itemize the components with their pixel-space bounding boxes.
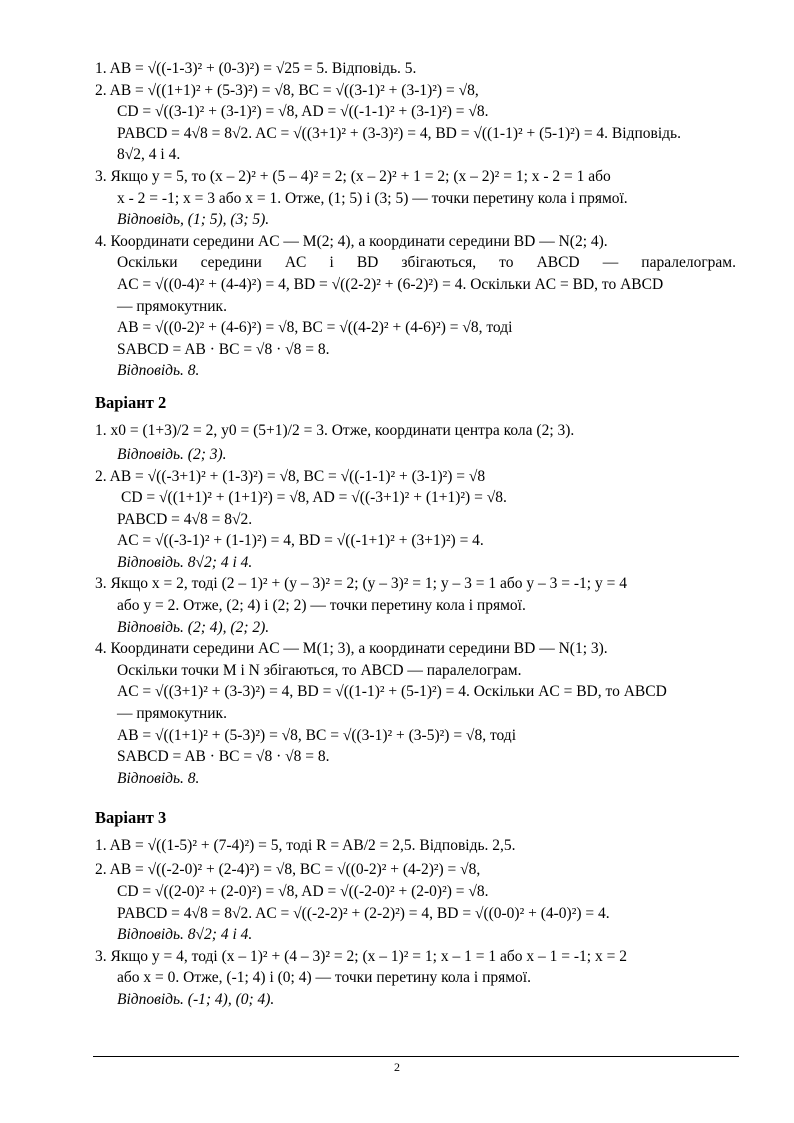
v3-line-7: або x = 0. Отже, (-1; 4) і (0; 4) — точки перетину кола і прямої.: [117, 969, 531, 987]
v3-line-4: PABCD = 4√8 = 8√2. AC = √((-2-2)² + (2-2)²) = 4, BD = √((0-0)² + (4-0)²) = 4.: [117, 904, 610, 922]
v1-line-4: PABCD = 4√8 = 8√2. AC = √((3+1)² + (3-3)²) = 4, BD = √((1-1)² + (5-1)²) = 4. Відповідь.: [117, 124, 681, 142]
v1-line-15: Відповідь. 8.: [117, 362, 200, 380]
v3-line-2: 2. AB = √((-2-0)² + (2-4)²) = √8, BC = √((0-2)² + (4-2)²) = √8,: [95, 861, 481, 879]
v1-line-11: AC = √((0-4)² + (4-4)²) = 4, BD = √((2-2)² + (6-2)²) = 4. Оскільки AC = BD, то ABCD: [117, 275, 664, 293]
v2-line-5: PABCD = 4√8 = 8√2.: [117, 510, 253, 528]
v2-line-14: — прямокутник.: [117, 705, 227, 723]
v2-line-13: AC = √((3+1)² + (3-3)²) = 4, BD = √((1-1)² + (5-1)²) = 4. Оскільки AC = BD, то ABCD: [117, 683, 667, 701]
v1-line-12: — прямокутник.: [117, 297, 227, 315]
v2-line-12: Оскільки точки M і N збігаються, то ABCD — паралелограм.: [117, 661, 522, 679]
v1-line-10: Оскільки середини AC і BD збігаються, то ABCD — паралелограм.: [117, 254, 736, 272]
v2-line-3: 2. AB = √((-3+1)² + (1-3)²) = √8, BC = √((-1-1)² + (3-1)²) = √8: [95, 467, 486, 485]
v2-line-11: 4. Координати середини AC — M(1; 3), а координати середини BD — N(1; 3).: [95, 640, 608, 658]
v2-line-7: Відповідь. 8√2; 4 і 4.: [117, 553, 253, 571]
document-body: [95, 58, 740, 1011]
v2-line-10: Відповідь. (2; 4), (2; 2).: [117, 618, 270, 636]
v2-line-17: Відповідь. 8.: [117, 769, 200, 787]
v2-line-16: SABCD = AB · BC = √8 · √8 = 8.: [117, 748, 330, 766]
v1-line-8: Відповідь, (1; 5), (3; 5).: [117, 211, 270, 229]
v3-line-5: Відповідь. 8√2; 4 і 4.: [117, 926, 253, 944]
v2-line-1: 1. x0 = (1+3)/2 = 2, y0 = (5+1)/2 = 3. Отже, координати центра кола (2; 3).: [95, 421, 575, 439]
v3-line-6: 3. Якщо y = 4, тоді (x – 1)² + (4 – 3)² = 2; (x – 1)² = 1; x – 1 = 1 або x – 1 = -1; x = 2: [95, 947, 627, 965]
variant-2-heading: Варіант 2: [95, 392, 167, 412]
v2-line-6: AC = √((-3-1)² + (1-1)²) = 4, BD = √((-1+1)² + (3+1)²) = 4.: [117, 532, 484, 550]
v3-line-3: CD = √((2-0)² + (2-0)²) = √8, AD = √((-2-0)² + (2-0)²) = √8.: [117, 883, 489, 900]
v1-line-1: 1. AB = √((-1-3)² + (0-3)²) = √25 = 5. Відповідь. 5.: [95, 60, 417, 77]
v1-line-14: SABCD = AB · BC = √8 · √8 = 8.: [117, 340, 330, 358]
footer-rule: [93, 1056, 739, 1057]
v2-line-2: Відповідь. (2; 3).: [117, 445, 227, 463]
v1-line-7: x - 2 = -1; x = 3 або x = 1. Отже, (1; 5) і (3; 5) — точки перетину кола і прямої.: [117, 189, 628, 207]
v1-line-13: AB = √((0-2)² + (4-6)²) = √8, BC = √((4-2)² + (4-6)²) = √8, тоді: [117, 319, 513, 337]
v1-line-6: 3. Якщо y = 5, то (x – 2)² + (5 – 4)² = 2; (x – 2)² + 1 = 2; (x – 2)² = 1; x - 2 = 1 або: [95, 167, 611, 185]
v1-line-2: 2. AB = √((1+1)² + (5-3)²) = √8, BC = √((3-1)² + (3-1)²) = √8,: [95, 81, 479, 99]
v2-line-9: або y = 2. Отже, (2; 4) і (2; 2) — точки перетину кола і прямої.: [117, 597, 526, 615]
v1-line-5: 8√2, 4 і 4.: [117, 146, 181, 164]
variant-3-heading: Варіант 3: [95, 808, 167, 828]
v3-line-8: Відповідь. (-1; 4), (0; 4).: [117, 990, 275, 1008]
page-number: 2: [394, 1060, 400, 1074]
v1-line-3: CD = √((3-1)² + (3-1)²) = √8, AD = √((-1-1)² + (3-1)²) = √8.: [117, 103, 489, 121]
v2-line-15: AB = √((1+1)² + (5-3)²) = √8, BC = √((3-1)² + (3-5)²) = √8, тоді: [117, 726, 517, 744]
v2-line-4: CD = √((1+1)² + (1+1)²) = √8, AD = √((-3+1)² + (1+1)²) = √8.: [121, 489, 507, 507]
v3-line-1: 1. AB = √((1-5)² + (7-4)²) = 5, тоді R = AB/2 = 2,5. Відповідь. 2,5.: [95, 837, 516, 855]
v2-line-8: 3. Якщо x = 2, тоді (2 – 1)² + (y – 3)² = 2; (y – 3)² = 1; y – 3 = 1 або y – 3 = -1; y = 4: [95, 575, 627, 593]
v1-line-9: 4. Координати середини AC — M(2; 4), а координати середини BD — N(2; 4).: [95, 232, 608, 250]
